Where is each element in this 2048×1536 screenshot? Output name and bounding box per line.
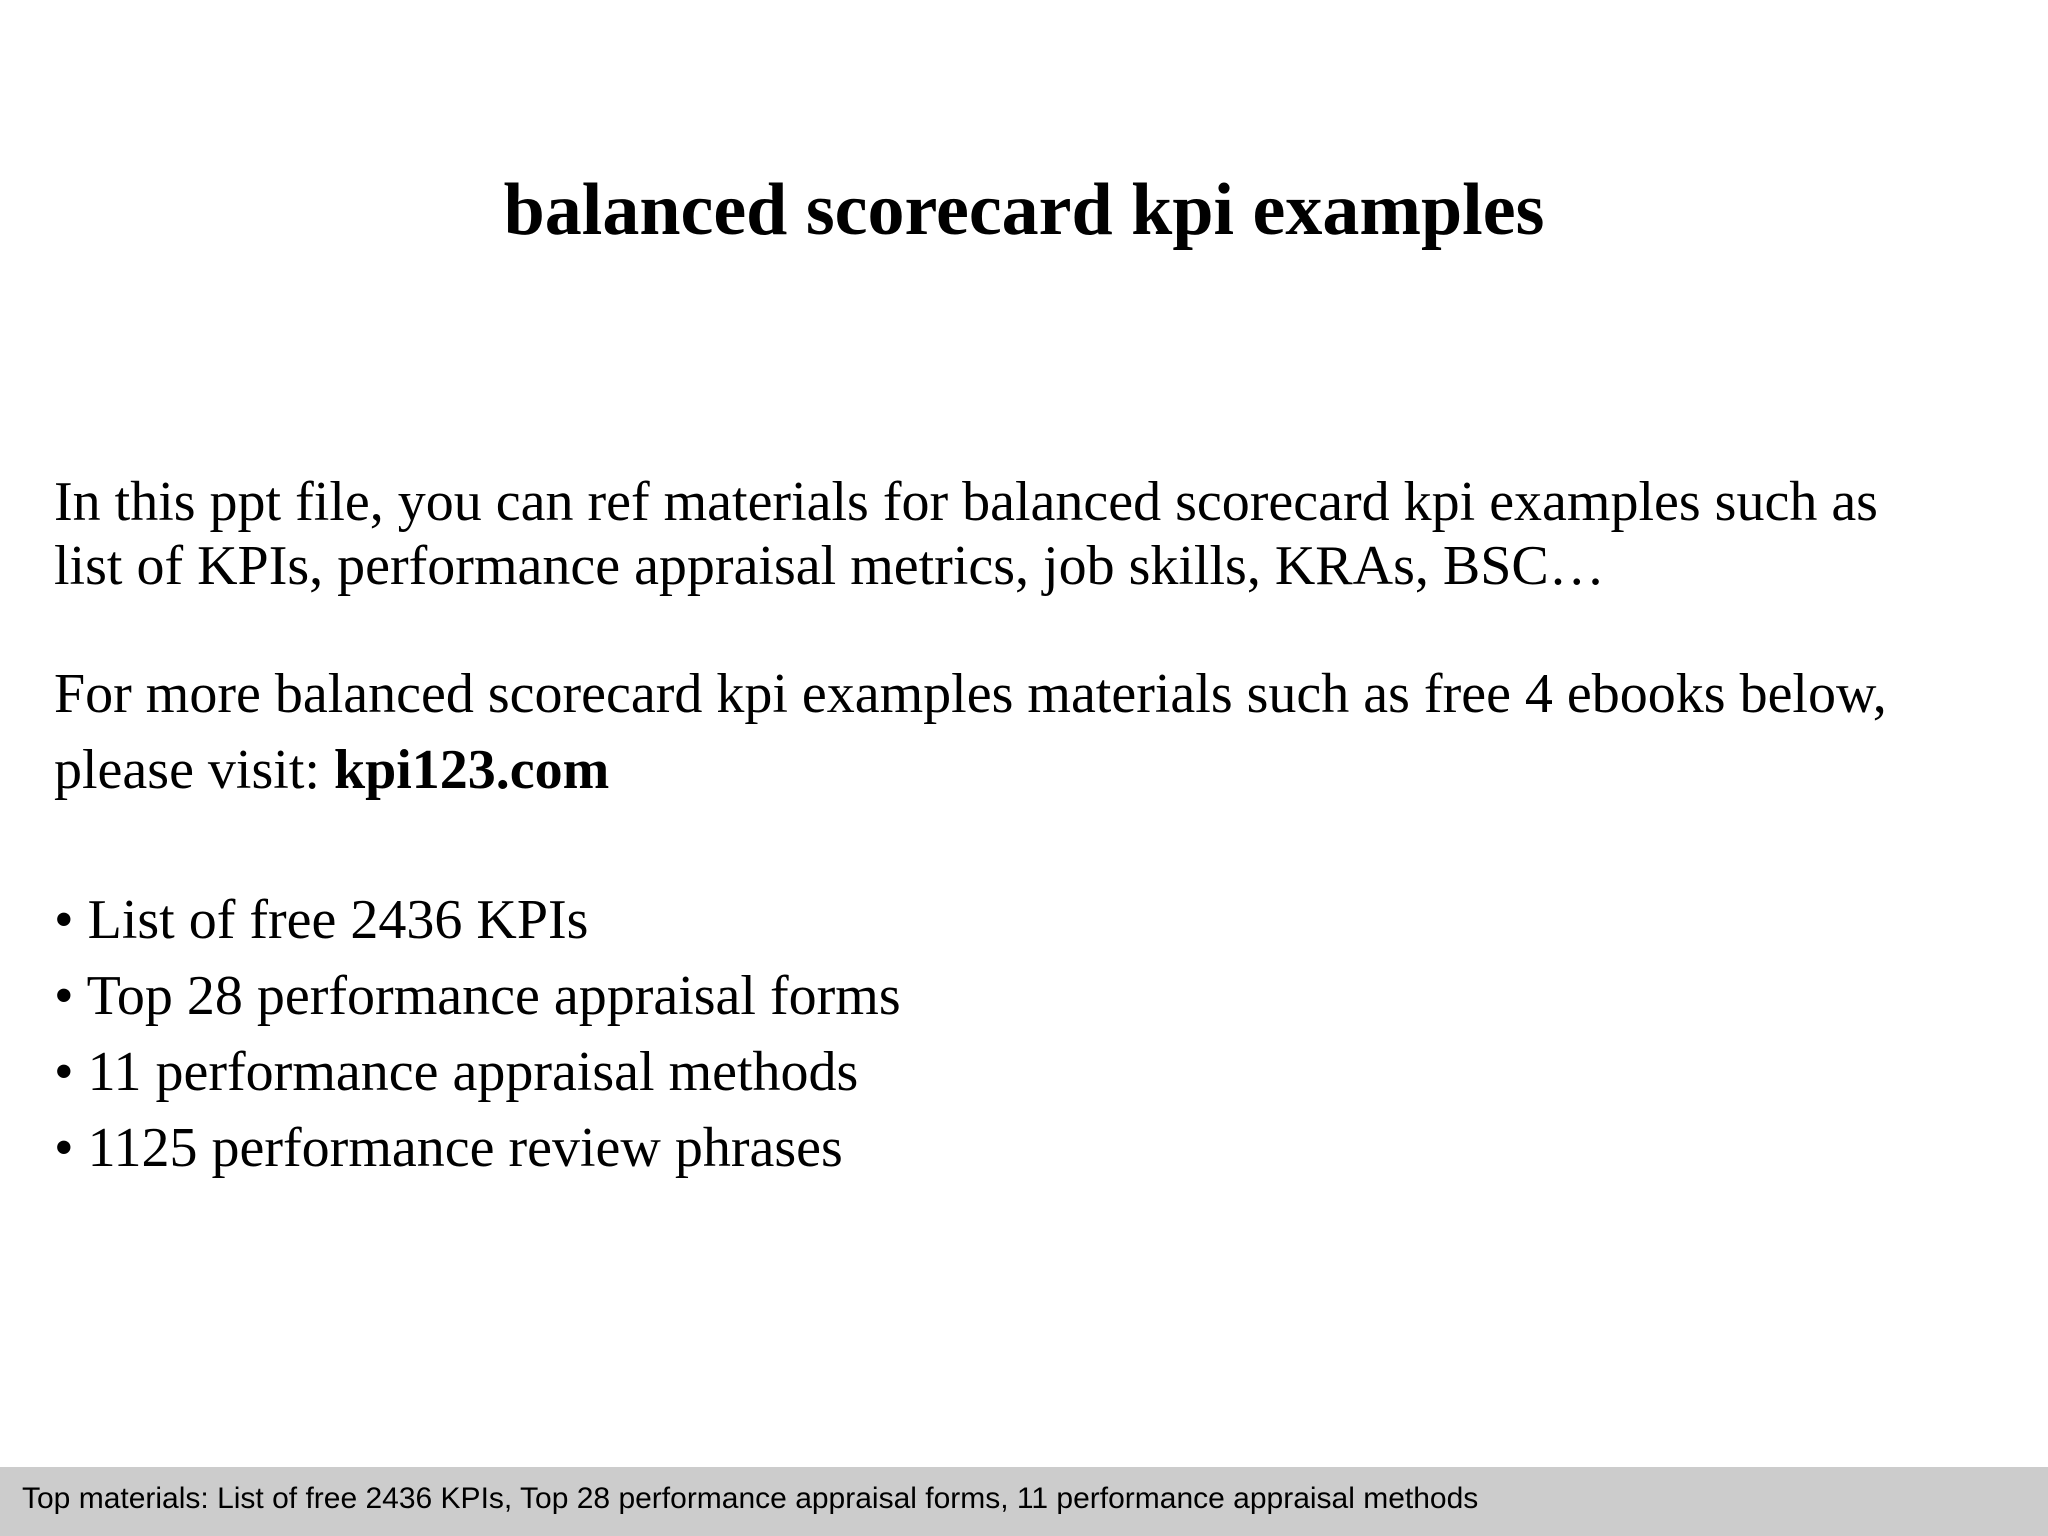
intro-line-1: In this ppt file, you can ref materials for balanced scorecard kpi examples such as bbox=[54, 471, 1878, 533]
bullet-icon: • bbox=[54, 1117, 74, 1179]
list-item bbox=[54, 958, 901, 1034]
list-item bbox=[54, 1110, 901, 1186]
more-info-paragraph bbox=[54, 656, 2014, 808]
ebook-list bbox=[54, 882, 901, 1186]
visit-prefix: please visit: bbox=[54, 739, 334, 801]
intro-paragraph bbox=[54, 470, 2014, 598]
footer-text: Top materials: List of free 2436 KPIs, Top 28 performance appraisal forms, 11 performance appraisal methods bbox=[22, 1482, 1479, 1515]
intro-line-2: list of KPIs, performance appraisal metrics, job skills, KRAs, BSC… bbox=[54, 535, 1605, 597]
bullet-icon: • bbox=[54, 889, 74, 951]
bullet-icon: • bbox=[54, 1041, 74, 1103]
bullet-icon: • bbox=[54, 965, 74, 1027]
ebook-label: Top 28 performance appraisal forms bbox=[86, 965, 901, 1027]
more-info-line-1: For more balanced scorecard kpi examples materials such as free 4 ebooks below, bbox=[54, 663, 1887, 725]
ebook-label: 1125 performance review phrases bbox=[87, 1117, 843, 1179]
ebook-label: List of free 2436 KPIs bbox=[87, 889, 589, 951]
kpi123-link[interactable]: kpi123.com bbox=[333, 739, 610, 801]
slide-title: balanced scorecard kpi examples bbox=[503, 169, 1545, 251]
footer-bar bbox=[0, 1467, 2048, 1536]
list-item bbox=[54, 882, 901, 958]
ebook-label: 11 performance appraisal methods bbox=[87, 1041, 859, 1103]
list-item bbox=[54, 1034, 901, 1110]
